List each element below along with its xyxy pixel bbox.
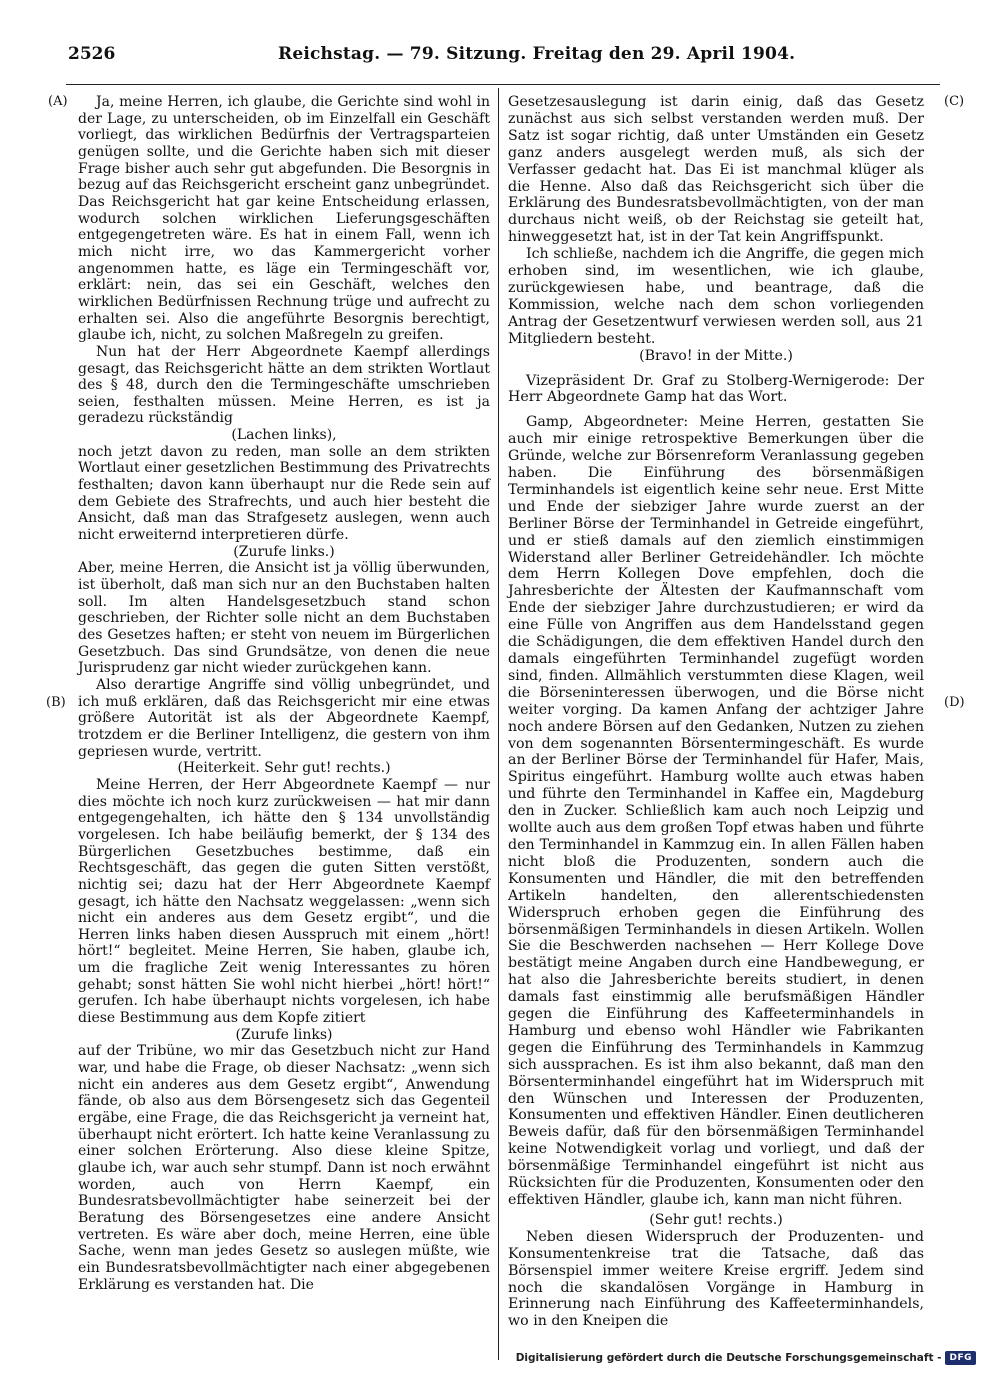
paragraph: (Sehr gut! rechts.) bbox=[649, 1211, 783, 1228]
page-number: 2526 bbox=[68, 44, 116, 64]
paragraph: (Zurufe links) bbox=[235, 1026, 333, 1043]
paragraph: (Bravo! in der Mitte.) bbox=[639, 347, 793, 364]
footer-text: Digitalisierung gefördert durch die Deutsche Forschungsgemeinschaft - bbox=[515, 1352, 942, 1364]
paragraph: (Zurufe links.) bbox=[233, 543, 335, 560]
paragraph: (Lachen links), bbox=[231, 427, 337, 444]
margin-marker-b: (B) bbox=[46, 695, 66, 710]
paragraph: Gesetzesauslegung ist darin einig, daß das Gesetz zunächst aus sich selbst verstanden werden muß. Der Satz ist sogar richtig, daß unter Umständen ein Gesetz ganz anders ausgelegt werden muß, als sich der Verfasser gedacht hat. Das Ei ist manchmal klüger als die Henne. Also daß das Reichsgericht sich über die Erklärung des Bundesratsbevollmächtigten, von der man durchaus nicht weiß, ob der Reichstag sie geteilt hat, hinweggesetzt hat, ist in der Tat kein Angriffspunkt. bbox=[508, 94, 924, 246]
right-column bbox=[508, 94, 924, 1330]
paragraph: Gamp, Abgeordneter: Meine Herren, gestatten Sie auch mir einige retrospektive Bemerkungen über die Gründe, welche zur Börsenreform Veranlassung gegeben haben. Die Einführung des börsenmäßigen Terminhandels ist eigentlich keine sehr neue. Erst Mitte und Ende der siebziger Jahre wurde zuerst an der Berliner Börse der Terminhandel in Getreide eingeführt, und er stieß damals auf den ziemlich einstimmigen Widerstand aller Berliner Getreidehändler. Ich möchte dem Herrn Kollegen Dove empfehlen, doch die Jahresberichte der Ältesten der Kaufmannschaft vom Ende der siebziger Jahre durchzustudieren; er wird da eine Fülle von Angriffen aus dem Handelsstand gegen die Schädigungen, die dem effektiven Handel durch den damals eingeführten Terminhandel zugefügt worden sind, finden. Allmählich verstummten diese Klagen, weil die Börseninteressen überwogen, und die Börse nicht weiter vorging. Da kamen Anfang der achtziger Jahre noch andere Börsen auf den Gedanken, Nutzen zu ziehen von dem sogenannten Börsentermingeschäft. Es wurde an der Berliner Börse der Terminhandel für Hafer, Mais, Spiritus eingeführt. Hamburg wollte auch etwas haben und führte den Terminhandel in Kaffee ein, Magdeburg den in Zucker. Schließlich kam auch noch Leipzig und wollte auch aus dem großen Topf etwas haben und führte den Terminhandel in Kammzug ein. In allen Fällen haben nicht bloß die Produzenten, sondern auch die Konsumenten und Händler, die mit den betreffenden Artikeln handelten, den allerentschiedensten Widerspruch erhoben gegen die Einführung des börsenmäßigen Terminhandels in diesen Artikeln. Wollen Sie die Beschwerden nachsehen — Herr Kollege Dove bestätigt meine Angaben durch eine Handbewegung, er hat also die Jahresberichte bereits studiert, in denen damals fast einstimmig alle berufsmäßigen Händler gegen die Einführung des Kaffeeterminhandels in Hamburg und ebenso wohl Händler wie Fabrikanten gegen die Einführung des Terminhandels in Kammzug sich aussprachen. Es ist ihm also bekannt, daß man den Börsenterminhandel eingeführt hat im Widerspruch mit den Wünschen und Interessen der Produzenten, Konsumenten und effektiven Händler. Einen deutlicheren Beweis dafür, daß für den börsenmäßigen Terminhandel keine Notwendigkeit vorlag und vorliegt, und daß der börsenmäßige Terminhandel eingeführt ist nicht aus Rücksichten für die Produzenten, Konsumenten oder den effektiven Händler, glaube ich, kann man nicht führen. bbox=[508, 414, 924, 1208]
paragraph: Aber, meine Herren, die Ansicht ist ja völlig überwunden, ist überholt, daß man sich nur an den Buchstaben halten soll. Im alten Handelsgesetzbuch stand schon geschrieben, der Richter solle nicht an dem Buchstaben des Gesetzes haften; er steht von neuem im Bürgerlichen Gesetzbuch. Das sind Grundsätze, von denen die neue Jurisprudenz gar nicht wieder zurückgehen kann. bbox=[78, 560, 490, 677]
paragraph: (Heiterkeit. Sehr gut! rechts.) bbox=[177, 760, 391, 777]
margin-marker-c: (C) bbox=[944, 94, 965, 109]
paragraph: Vizepräsident Dr. Graf zu Stolberg-Wernigerode: Der Herr Abgeordnete Gamp hat das Wort. bbox=[508, 372, 924, 406]
footer bbox=[516, 1351, 976, 1365]
paragraph: auf der Tribüne, wo mir das Gesetzbuch nicht zur Hand war, und habe die Frage, ob dieser Nachsatz: „wenn sich nicht ein anderes aus dem Gesetz ergibt“, Anwendung fände, ob also aus dem Börsengesetz sich das Gegenteil ergäbe, eine Frage, die das Reichsgericht ja verneint hat, überhaupt nicht erörtert. Ich hatte keine Veranlassung zu einer solchen Erörterung. Also diese kleine Spitze, glaube ich, war auch sehr stumpf. Dann ist noch erwähnt worden, auch von Herrn Kaempf, ein Bundesratsbevollmächtigter habe seinerzeit bei der Beratung des Börsengesetzes eine andere Ansicht vertreten. Es wäre aber doch, meine Herren, eine üble Sache, wenn man jedes Gesetz so auslegen müßte, wie ein Bundesratsbevollmächtigter nach einer abgegebenen Erklärung es verstanden hat. Die bbox=[78, 1043, 490, 1293]
margin-marker-a: (A) bbox=[48, 94, 68, 109]
margin-marker-d: (D) bbox=[944, 695, 965, 710]
left-column bbox=[78, 94, 490, 1293]
paragraph: Meine Herren, der Herr Abgeordnete Kaempf — nur dies möchte ich noch kurz zurückweisen — hat mir dann entgegengehalten, ich hätte den § 134 unvollständig vorgelesen. Ich habe beiläufig bemerkt, der § 134 des Bürgerlichen Gesetzbuches bestimme, daß ein Rechtsgeschäft, das gegen die guten Sitten verstößt, nichtig sei; dazu hat der Herr Abgeordnete Kaempf gesagt, ich hätte den Nachsatz weggelassen: „wenn sich nicht ein anderes aus dem Gesetz ergibt“, und die Herren links haben diesen Ausspruch mit einem „hört! hört!“ begleitet. Meine Herren, Sie haben, glaube ich, um die fragliche Zeit wenig Interessantes zu hören gehabt; sonst hätten Sie wohl nicht hierbei „hört! hört!“ gerufen. Ich habe überhaupt nichts vorgelesen, ich habe diese Bestimmung aus dem Kopfe zitiert bbox=[78, 776, 490, 1027]
dfg-logo: DFG bbox=[945, 1351, 976, 1365]
paragraph: Ich schließe, nachdem ich die Angriffe, die gegen mich erhoben sind, im wesentlichen, wie ich glaube, zurückgewiesen habe, und beantrage, daß die Kommission, welche nach dem schon vorliegenden Antrag der Gesetzentwurf verwiesen werden soll, aus 21 Mitgliedern besteht. bbox=[508, 246, 924, 347]
paragraph: noch jetzt davon zu reden, man solle an dem strikten Wortlaut einer gesetzlichen Bestimmung des Privatrechts festhalten; davon kann überhaupt nur die Rede sein auf dem Gebiete des Strafrechts, und auch hier besteht die Ansicht, daß man das Strafgesetz auslegen, wenn auch nicht erweiternd interpretieren dürfe. bbox=[78, 443, 490, 544]
header-rule bbox=[66, 84, 940, 85]
page-header bbox=[68, 44, 938, 70]
paragraph: Also derartige Angriffe sind völlig unbegründet, und ich muß erklären, daß das Reichsgericht mir eine etwas größere Autorität ist als der Abgeordnete Kaempf, trotzdem er die Berliner Intelligenz, die gestern von ihm gepriesen wurde, vertritt. bbox=[78, 676, 490, 760]
paragraph: Ja, meine Herren, ich glaube, die Gerichte sind wohl in der Lage, zu unterscheiden, ob im Einzelfall ein Geschäft vorliegt, das wirklichen Bedürfnis der Vertragsparteien genügen sollte, und die Gerichte haben sich mit dieser Frage bisher auch sehr gut abgefunden. Die Besorgnis in bezug auf das Reichsgericht erscheint ganz unbegründet. Das Reichsgericht hat gar keine Entscheidung erlassen, wodurch solchen wirklichen Lieferungsgeschäften entgegengetreten wäre. Es hat in einem Fall, wenn ich mich nicht irre, wo das Kammergericht vorher angenommen hatte, es läge ein Termingeschäft vor, erklärt: nein, das sei ein Geschäft, welches den wirklichen Bedürfnissen Rechnung trüge und aufrecht zu erhalten sei. Also die angeführte Besorgnis berechtigt, glaube ich, nicht, zu solchen Maßregeln zu greifen. bbox=[78, 94, 490, 344]
paragraph: Nun hat der Herr Abgeordnete Kaempf allerdings gesagt, das Reichsgericht hätte an dem strikten Wortlaut des § 48, durch den die Termingeschäfte umschrieben seien, festhalten müssen. Meine Herren, es ist ja geradezu rückständig bbox=[78, 343, 490, 427]
running-head: Reichstag. — 79. Sitzung. Freitag den 29. April 1904. bbox=[278, 44, 796, 64]
paragraph: Neben diesen Widerspruch der Produzenten- und Konsumentenkreise trat die Tatsache, daß das Börsenspiel immer weitere Kreise ergriff. Jedem sind noch die skandalösen Vorgänge in Hamburg in Erinnerung nach Einführung des Kaffeeterminhandels, wo in den Kneipen die bbox=[508, 1228, 924, 1330]
column-rule bbox=[498, 88, 499, 1360]
